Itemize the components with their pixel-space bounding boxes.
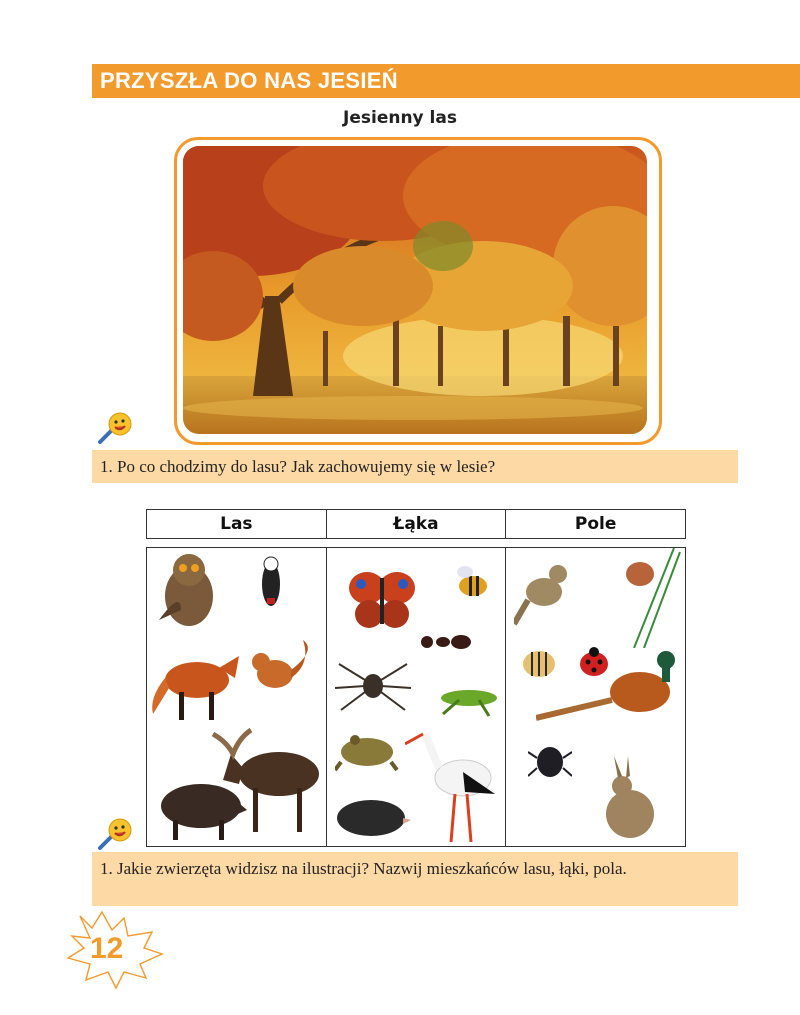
ant-image	[417, 628, 473, 656]
spider-image	[335, 658, 411, 714]
grasshopper-image	[429, 678, 503, 718]
meadow-animals-cell	[327, 548, 507, 846]
column-header-las: Las	[147, 510, 327, 538]
owl-image	[151, 550, 221, 630]
autumn-forest-photo-frame	[174, 137, 662, 445]
autumn-forest-photo	[183, 146, 647, 434]
squirrel-image	[247, 640, 317, 696]
chapter-header	[92, 64, 800, 98]
question-1-text: 1. Po co chodzimy do lasu? Jak zachowujemy się w lesie?	[100, 457, 496, 476]
table-header-row	[146, 509, 686, 539]
woodpecker-image	[251, 554, 291, 614]
microphone-icon	[96, 816, 136, 852]
stork-image	[405, 724, 505, 844]
question-2-bar	[92, 852, 738, 906]
lark-image	[514, 552, 574, 630]
column-header-laka: Łąka	[327, 510, 507, 538]
column-header-pole: Pole	[574, 514, 617, 534]
field-animals-cell	[506, 548, 685, 846]
dung-beetle-image	[528, 738, 572, 784]
butterfly-image	[347, 568, 417, 632]
page-number-badge	[62, 908, 172, 992]
question-1-bar	[92, 450, 738, 483]
section-subtitle: Jesienny las	[343, 108, 457, 128]
pheasant-image	[536, 640, 686, 736]
wild-boar-image	[149, 776, 249, 844]
forest-animals-cell	[147, 548, 327, 846]
page-number: 12	[90, 932, 124, 965]
mole-image	[333, 792, 411, 840]
fox-image	[149, 638, 245, 724]
table-body-row	[146, 547, 686, 847]
question-2-text: 1. Jakie zwierzęta widzisz na ilustracji? Nazwij mieszkańców lasu, łąki, pola.	[100, 859, 627, 878]
microphone-icon	[96, 410, 136, 446]
frog-image	[335, 728, 399, 772]
habitat-table	[146, 509, 686, 847]
chapter-title: PRZYSZŁA DO NAS JESIEŃ	[100, 68, 398, 93]
hare-image	[594, 756, 664, 842]
harvest-mouse-image	[614, 548, 684, 648]
bee-image	[451, 558, 495, 606]
